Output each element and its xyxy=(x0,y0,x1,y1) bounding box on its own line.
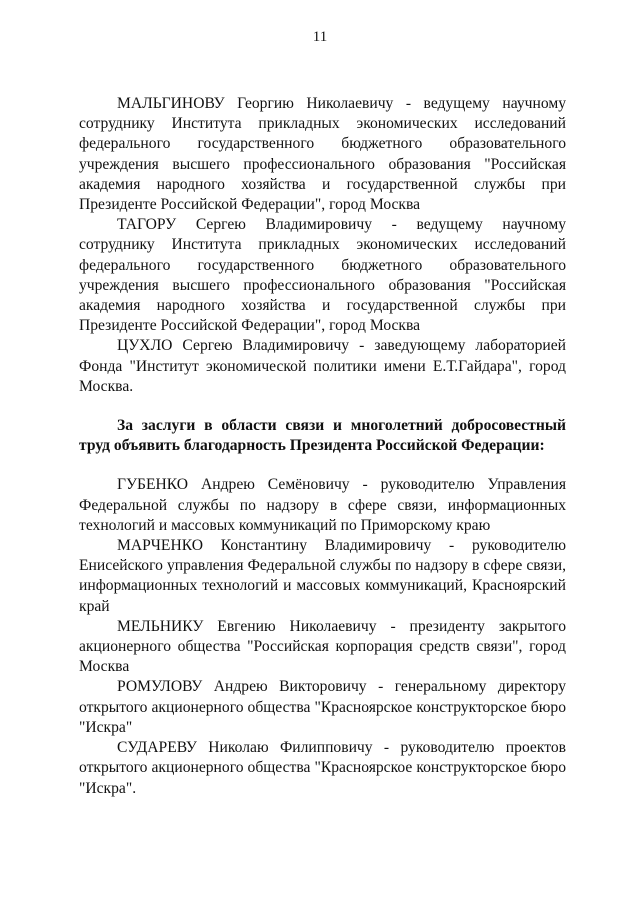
award-entry-malginov: МАЛЬГИНОВУ Георгию Николаевичу - ведущему научному сотруднику Института прикладных экономических исследований федерального государственного бюджетного образовательного учреждения высшего профессионального образования "Российская академия народного хозяйства и государственной службы при Президенте Российской Федерации", город Москва xyxy=(79,95,566,214)
document-body xyxy=(79,94,566,799)
award-entry-romulov: РОМУЛОВУ Андрею Викторовичу - генеральному директору открытого акционерного общества "Красноярское конструкторское бюро "Искра" xyxy=(79,678,566,736)
award-entry-marchenko: МАРЧЕНКО Константину Владимировичу - руководителю Енисейского управления Федеральной службы по надзору в сфере связи, информационных технологий и массовых коммуникаций, Красноярский край xyxy=(79,537,566,615)
award-entry-sudarev: СУДАРЕВУ Николаю Филипповичу - руководителю проектов открытого акционерного общества "Красноярское конструкторское бюро "Искра". xyxy=(79,739,566,797)
page-number: 11 xyxy=(312,29,328,45)
spacer xyxy=(79,456,566,475)
section-heading-communications: За заслуги в области связи и многолетний добросовестный труд объявить благодарность Президента Российской Федерации: xyxy=(79,417,566,455)
award-entry-melnik: МЕЛЬНИКУ Евгению Николаевичу - президенту закрытого акционерного общества "Российская корпорация средств связи", город Москва xyxy=(79,617,566,676)
award-entry-gubenko: ГУБЕНКО Андрею Семёновичу - руководителю Управления Федеральной службы по надзору в сфере связи, информационных технологий и массовых коммуникаций по Приморскому краю xyxy=(79,476,566,534)
award-entry-tsukhlo: ЦУХЛО Сергею Владимировичу - заведующему лабораторией Фонда "Институт экономической политики имени Е.Т.Гайдара", город Москва. xyxy=(79,337,566,395)
spacer xyxy=(79,397,566,416)
award-entry-tagor: ТАГОРУ Сергею Владимировичу - ведущему научному сотруднику Института прикладных экономических исследований федерального государственного бюджетного образовательного учреждения высшего профессионального образования "Российская академия народного хозяйства и государственной службы при Президенте Российской Федерации", город Москва xyxy=(79,216,566,335)
